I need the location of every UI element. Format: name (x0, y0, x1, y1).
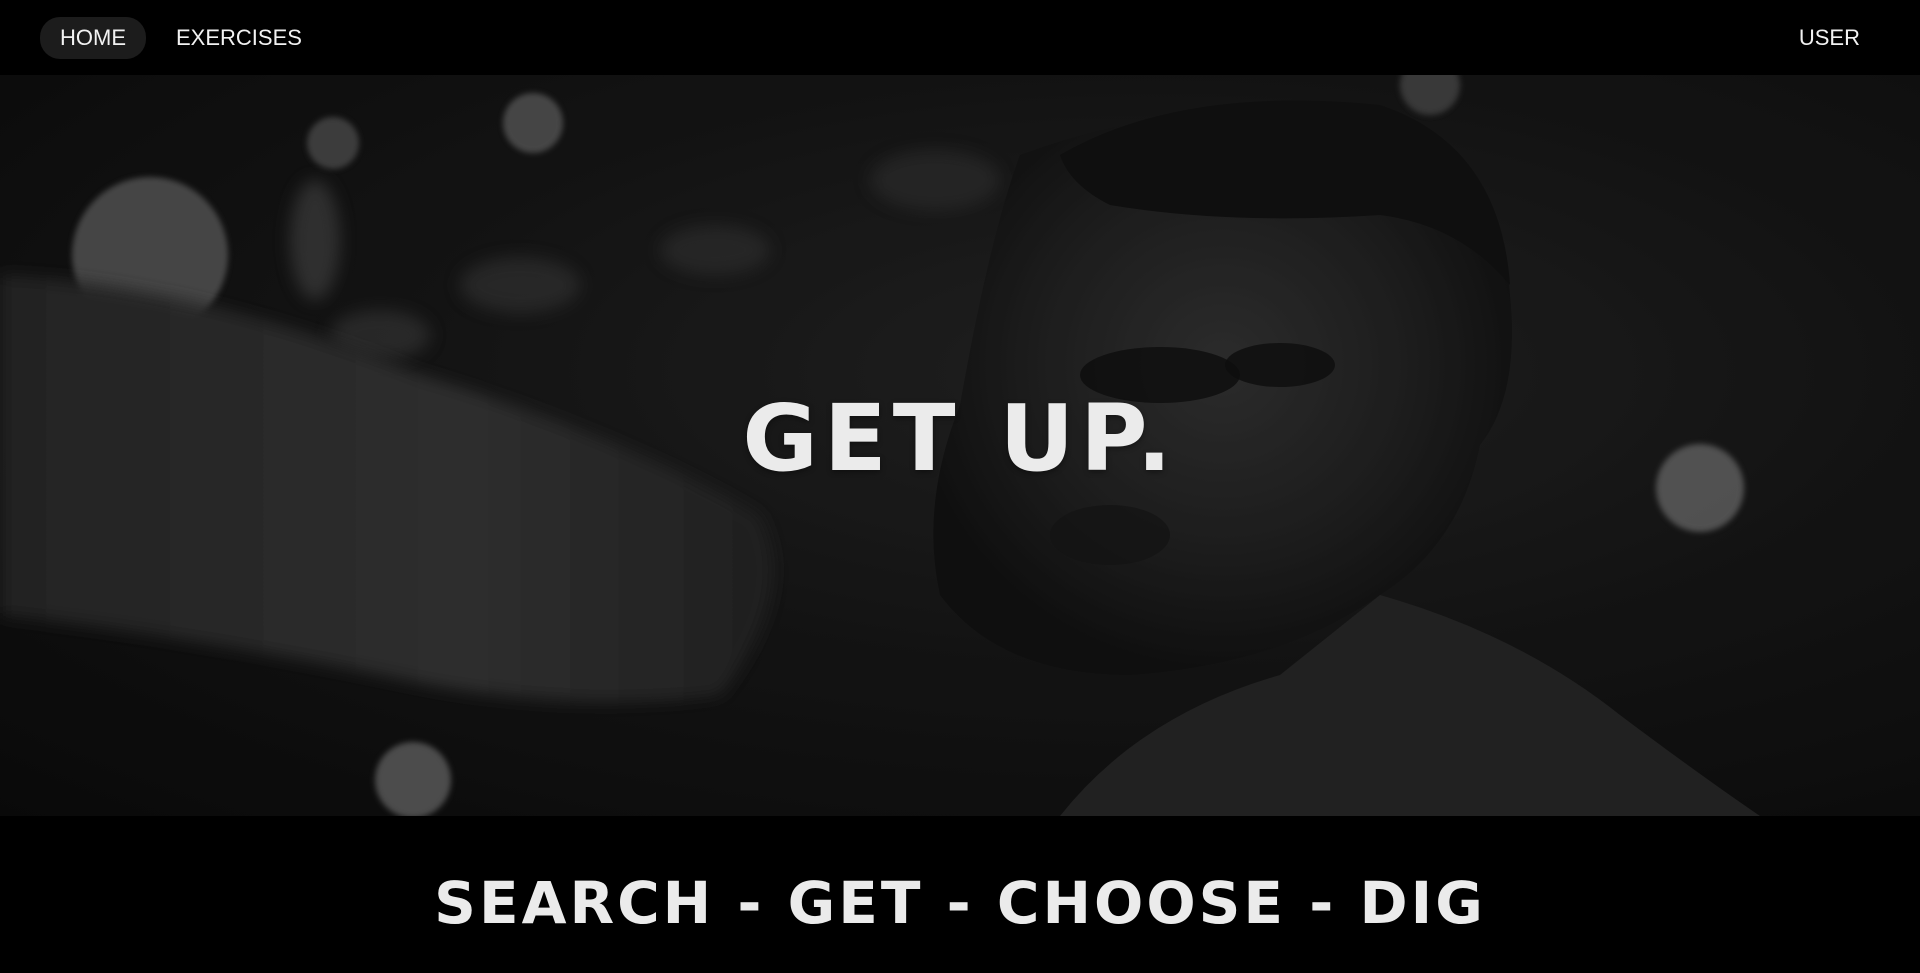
nav-home-link[interactable]: HOME (40, 17, 146, 59)
tagline-text: SEARCH - GET - CHOOSE - DIG (434, 869, 1486, 937)
hero-banner (0, 75, 1920, 816)
top-navbar (0, 0, 1920, 75)
nav-links (40, 17, 322, 59)
hero-title: GET UP. (742, 385, 1178, 492)
nav-user-link[interactable]: USER (1798, 24, 1860, 50)
nav-user-area (1779, 25, 1880, 51)
tagline-section (0, 816, 1920, 973)
nav-exercises-link[interactable]: EXERCISES (176, 24, 302, 50)
